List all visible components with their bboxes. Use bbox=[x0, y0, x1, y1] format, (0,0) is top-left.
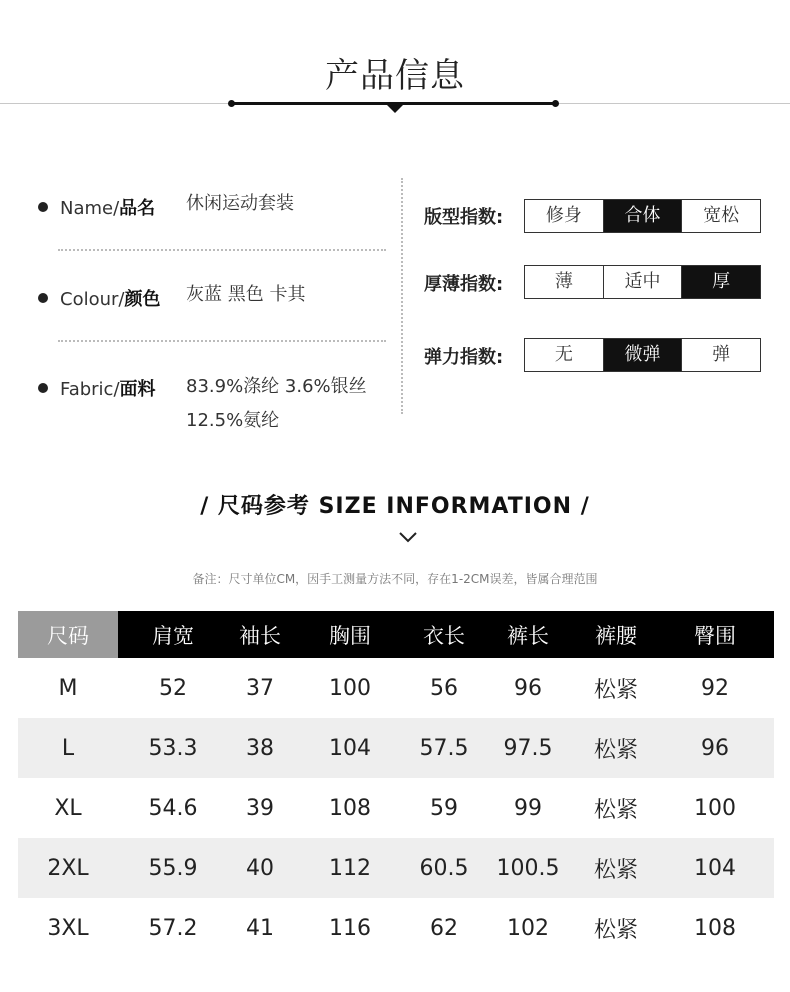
thickness-option-thick: 厚 bbox=[682, 266, 760, 298]
table-cell: 96 bbox=[701, 735, 729, 761]
table-cell: 52 bbox=[159, 675, 187, 701]
table-cell: 116 bbox=[329, 915, 371, 941]
table-cell: 57.5 bbox=[419, 735, 469, 761]
table-cell: 松紧 bbox=[593, 917, 638, 943]
table-cell: 2XL bbox=[47, 855, 89, 881]
table-cell: 41 bbox=[246, 915, 274, 941]
table-cell: 102 bbox=[507, 915, 549, 941]
table-row bbox=[18, 838, 774, 898]
table-cell: 96 bbox=[514, 675, 542, 701]
table-cell: 60.5 bbox=[419, 855, 469, 881]
header-shoulder: 肩宽 bbox=[152, 623, 194, 648]
table-cell: 53.3 bbox=[148, 735, 198, 761]
table-row bbox=[18, 718, 774, 778]
thickness-option-thin: 薄 bbox=[525, 266, 604, 298]
thickness-option-medium: 适中 bbox=[604, 266, 683, 298]
table-row bbox=[18, 898, 774, 958]
header-chest: 胸围 bbox=[329, 623, 371, 648]
page-title: 产品信息 bbox=[325, 56, 465, 96]
header-dot-left bbox=[228, 100, 235, 107]
table-cell: 62 bbox=[430, 915, 458, 941]
fit-option-loose: 宽松 bbox=[703, 205, 740, 226]
table-cell: 59 bbox=[430, 795, 458, 821]
table-cell: 108 bbox=[694, 915, 736, 941]
table-cell: 100 bbox=[694, 795, 736, 821]
bullet-icon bbox=[38, 202, 48, 212]
fit-index-scale bbox=[524, 199, 761, 233]
table-cell: 3XL bbox=[47, 915, 89, 941]
table-cell: 99 bbox=[514, 795, 542, 821]
table-cell: 97.5 bbox=[503, 735, 553, 761]
info-fabric-value-line2: 12.5%氨纶 bbox=[186, 410, 280, 431]
table-cell: 39 bbox=[246, 795, 274, 821]
table-cell: 松紧 bbox=[593, 857, 638, 883]
info-name-key: Name/品名 bbox=[60, 198, 156, 219]
table-row bbox=[18, 778, 774, 838]
table-cell: 40 bbox=[246, 855, 274, 881]
header-pants-length: 裤长 bbox=[507, 623, 549, 648]
dotted-divider bbox=[58, 249, 386, 251]
dotted-divider bbox=[58, 340, 386, 342]
table-cell: 100.5 bbox=[496, 855, 560, 881]
table-cell: 56 bbox=[430, 675, 458, 701]
table-cell: 108 bbox=[329, 795, 371, 821]
header-length: 衣长 bbox=[423, 623, 465, 648]
table-cell: 54.6 bbox=[148, 795, 198, 821]
table-cell: 松紧 bbox=[593, 737, 638, 763]
header-pointer-icon bbox=[386, 104, 404, 113]
thickness-index-label: 厚薄指数: bbox=[424, 274, 504, 295]
table-cell: 37 bbox=[246, 675, 274, 701]
table-header-row bbox=[18, 611, 774, 658]
table-cell: 松紧 bbox=[593, 797, 638, 823]
size-note: 备注：尺寸单位CM，因手工测量方法不同，存在1-2CM误差，皆属合理范围 bbox=[192, 572, 598, 586]
chevron-down-icon bbox=[398, 530, 418, 544]
table-cell: 112 bbox=[329, 855, 371, 881]
bullet-icon bbox=[38, 293, 48, 303]
stretch-index-scale bbox=[524, 338, 761, 372]
table-cell: 104 bbox=[329, 735, 371, 761]
info-colour-value: 灰蓝 黑色 卡其 bbox=[186, 284, 306, 305]
header-waist: 裤腰 bbox=[595, 623, 637, 648]
header-size: 尺码 bbox=[18, 611, 118, 658]
table-cell: L bbox=[61, 735, 75, 761]
table-cell: 55.9 bbox=[148, 855, 198, 881]
thickness-index-scale bbox=[524, 265, 761, 299]
table-cell: 松紧 bbox=[593, 677, 638, 703]
vertical-dotted-divider bbox=[401, 178, 403, 414]
stretch-option-none: 无 bbox=[525, 339, 604, 371]
bullet-icon bbox=[38, 383, 48, 393]
fit-option-regular: 合体 bbox=[604, 200, 683, 232]
info-name-value: 休闲运动套装 bbox=[186, 193, 294, 214]
info-colour-key: Colour/颜色 bbox=[60, 289, 161, 310]
stretch-option-stretch: 弹 bbox=[712, 344, 731, 365]
stretch-index-label: 弹力指数: bbox=[424, 347, 504, 368]
table-cell: XL bbox=[54, 795, 82, 821]
table-cell: 57.2 bbox=[148, 915, 198, 941]
size-section-title: / 尺码参考 SIZE INFORMATION / bbox=[200, 494, 590, 519]
info-fabric-key: Fabric/面料 bbox=[60, 379, 156, 400]
table-cell: M bbox=[58, 675, 78, 701]
stretch-option-slight: 微弹 bbox=[604, 339, 683, 371]
info-fabric-value-line1: 83.9%涤纶 3.6%银丝 bbox=[186, 376, 367, 397]
fit-index-label: 版型指数: bbox=[424, 207, 504, 228]
table-row bbox=[18, 658, 774, 718]
table-cell: 104 bbox=[694, 855, 736, 881]
size-table bbox=[18, 611, 774, 958]
table-cell: 38 bbox=[246, 735, 274, 761]
table-cell: 100 bbox=[329, 675, 371, 701]
header-sleeve: 袖长 bbox=[239, 623, 281, 648]
fit-option-slim: 修身 bbox=[525, 200, 604, 232]
header-dot-right bbox=[552, 100, 559, 107]
header-hip: 臀围 bbox=[694, 623, 736, 648]
table-cell: 92 bbox=[701, 675, 729, 701]
